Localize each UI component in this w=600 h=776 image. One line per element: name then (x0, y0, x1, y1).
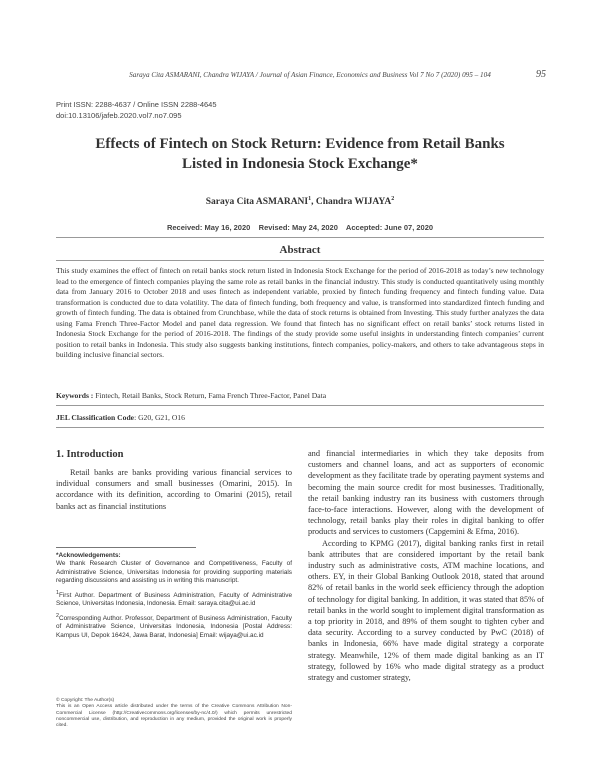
copyright-notice (56, 698, 292, 729)
abstract-heading: Abstract (279, 244, 321, 256)
footnote-2-mark: 2 (56, 612, 59, 619)
left-column (56, 467, 292, 512)
issn-line: Print ISSN: 2288-4637 / Online ISSN 2288-4645 (56, 100, 217, 109)
abstract-body: This study examines the effect of fintech on retail banks stock return listed in Indonesia Stock Exchange for the period of 2016-2018 as today’s new technology lead to the emergence of fintech companies playing the same role as retail banks in the financial industry. This study is conducted quantitatively using monthly data from January 2016 to October 2018 and uses fintech as independent variable, proxied by fintech funding frequency and fintech funding value. Data transformation is conducted due to data volatility. The data of fintech funding, both frequency and value, is transformed into standardized fintech funding and growth of fintech funding. The data is obtained from Crunchbase, while the data of stock returns is obtained from Investing. This study further analyzes the data using Fama French Three-Factor Model and panel data regression. We found that fintech has no significant effect on retail banks’ stock returns listed in Indonesia Stock Exchange for the period of 2016-2018. The findings of the study provide some useful insights in understanding fintech companies’ current position to retail banks in Indonesia. This study also suggests banking institutions, fintech companies, policy-makers, and others to take advantageous steps in building inclusive financial sectors. (56, 266, 544, 359)
jel-label: JEL Classification Code (56, 413, 135, 422)
acknowledgements-heading: *Acknowledgements: (56, 552, 121, 559)
title-line-2: Listed in Indonesia Stock Exchange* (182, 156, 418, 172)
license-text: This is an Open Access article distributed under the terms of the Creative Commons Attribution Non-Commercial License (http://Creativecommons.org/licenses/by-nc/4.0/) which permits unrestricted noncommercial use, distribution, and reproduction in any medium, provided the original work is properly cited. (56, 704, 292, 729)
jel-value: : G20, G21, O16 (134, 413, 185, 422)
author-list (60, 196, 540, 207)
footnote-1-mark: 1 (56, 589, 59, 596)
author-1-mark: 1 (308, 196, 312, 202)
author-2-mark: 2 (391, 196, 395, 202)
section-heading-introduction: 1. Introduction (56, 449, 124, 460)
right-column (308, 448, 544, 683)
divider-top (56, 237, 544, 238)
copyright-line: © Copyright: The Author(s) (56, 698, 115, 703)
intro-paragraph-2: According to KPMG (2017), digital banking ranks first in retail bank attributes that are considered important by the retail bank industry such as administrative costs, ATM machine locations, and others. EY, in their Global Banking Outlook 2018, stated that around 82% of retail banks in the world seek efficiency through the adoption of technology for digital banking. In addition, it was stated that 85% of retail banks in the world sought to implement digital transformation as a top priority in 2018, and 89% of them sought to tighten cyber and data security. According to a survey conducted by PwC (2018) of banks in Indonesia, 66% have made digital strategy a corporate strategy. Meanwhile, 12% of them made digital banking as an IT strategy, followed by 16% who made digital strategy as a product strategy and customer strategy, (308, 538, 544, 683)
intro-paragraph-continued: and financial intermediaries in which they take deposits from customers and channel loans, and act as supporters of economic development as they facilitate trade by operating payment systems and becoming the main source credit for most businesses. Traditionally, the retail banking industry ran its business with customers through face-to-face interactions. However, along with the development of technology, retail banks play their roles in digital banking to offer products and services to customers (Capgemini & Efma, 2016). (308, 449, 544, 537)
acknowledgements (56, 552, 292, 586)
divider-jel (56, 427, 544, 428)
keywords-value: Fintech, Retail Banks, Stock Return, Fama French Three-Factor, Panel Data (93, 391, 327, 400)
divider-keywords (56, 405, 544, 406)
footnotes (56, 552, 292, 643)
keywords (56, 391, 544, 400)
author-2: Chandra WIJAYA (315, 197, 392, 208)
received-dates: Received: May 16, 2020 Revised: May 24, 2020 Accepted: June 07, 2020 (166, 223, 434, 232)
footnote-1-text: First Author. Department of Business Administration, Faculty of Administrative Science, Universitas Indonesia, Indonesia. Email: saraya.cita@ui.ac.id (56, 591, 292, 608)
intro-paragraph-1: Retail banks are banks providing various financial services to individual consumers and small businesses (Omarini, 2015). In accordance with its definition, according to Omarini (2015), retail banks act as financial institutions (56, 468, 292, 511)
paper-title (60, 134, 540, 174)
issn-block (56, 99, 217, 121)
author-1: Saraya Cita ASMARANI (205, 197, 309, 208)
acknowledgements-body: We thank Research Cluster of Governance and Competitiveness, Faculty of Administrative Science, Universitas Indonesia for providing supporting materials regarding discussions and assisting us in writing this manuscript. (56, 560, 292, 585)
keywords-label: Keywords : (56, 391, 94, 400)
doi-line: doi:10.13106/jafeb.2020.vol7.no7.095 (56, 111, 182, 120)
footnote-corresponding-author (56, 612, 292, 640)
footnote-divider (56, 547, 196, 548)
author-separator: , (311, 197, 316, 208)
running-head: Saraya Cita ASMARANI, Chandra WIJAYA / Journal of Asian Finance, Economics and Business Vol 7 No 7 (2020) 095 – 104 (129, 71, 491, 79)
page-number: 95 (536, 69, 546, 80)
footnote-first-author (56, 589, 292, 609)
title-line-1: Effects of Fintech on Stock Return: Evidence from Retail Banks (95, 136, 505, 152)
footnote-2-text: Corresponding Author. Professor, Department of Business Administration, Faculty of Administrative Science, Universitas Indonesia, Indonesia [Postal Address: Kampus UI, Depok 16424, Jawa Barat, Indonesia] Email: wijaya@ui.ac.id (56, 614, 292, 639)
divider-abstract (56, 260, 544, 261)
jel-code (56, 413, 544, 422)
